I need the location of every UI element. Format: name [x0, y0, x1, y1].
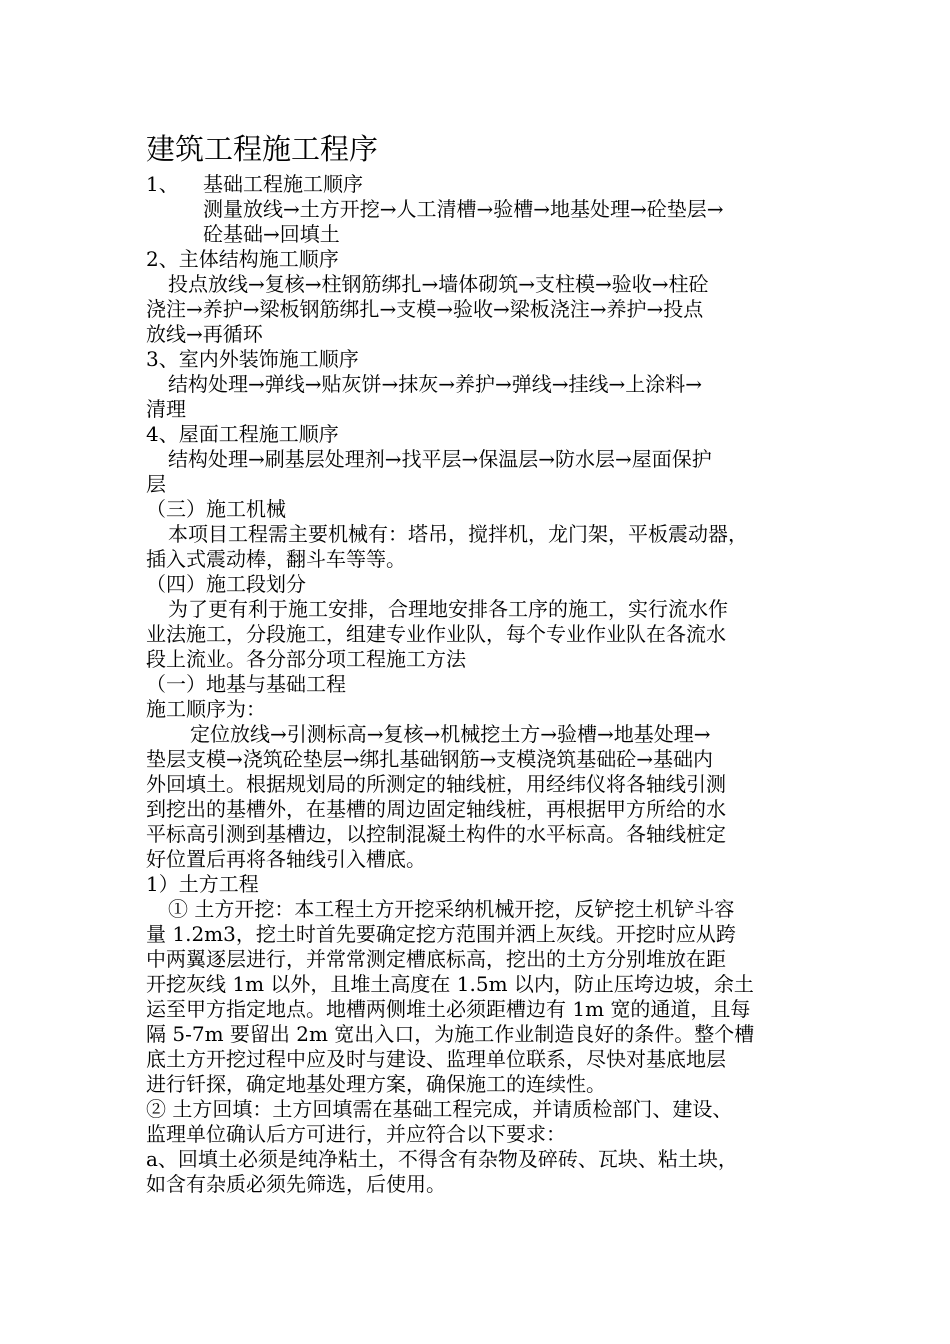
section-1-title: 基础工程施工顺序: [203, 172, 363, 196]
paragraph-line: 业法施工，分段施工，组建专业作业队，每个专业作业队在各流水: [146, 622, 726, 646]
paragraph-line: 插入式震动棒，翻斗车等等。: [146, 547, 406, 571]
paragraph-line: 层: [146, 472, 166, 496]
paragraph-line: 中两翼逐层进行，并常常测定槽底标高，挖出的土方分别堆放在距: [146, 947, 726, 971]
paragraph-line: 浇注→养护→梁板钢筋绑扎→支模→验收→梁板浇注→养护→投点: [146, 297, 704, 321]
paragraph-line: 进行钎探，确定地基处理方案，确保施工的连续性。: [146, 1072, 606, 1096]
paragraph-line: 清理: [146, 397, 186, 421]
paragraph-line: 好位置后再将各轴线引入槽底。: [146, 847, 426, 871]
paragraph-line: ① 土方开挖：本工程土方开挖采纳机械开挖，反铲挖土机铲斗容: [168, 897, 735, 921]
paragraph-line: 到挖出的基槽外，在基槽的周边固定轴线桩，再根据甲方所给的水: [146, 797, 726, 821]
section-1-heading: [146, 172, 810, 197]
paragraph-line: 外回填土。根据规划局的所测定的轴线桩，用经纬仪将各轴线引测: [146, 772, 726, 796]
paragraph-line: 监理单位确认后方可进行，并应符合以下要求：: [146, 1122, 566, 1146]
paragraph-line: 平标高引测到基槽边，以控制混凝土构件的水平标高。各轴线桩定: [146, 822, 726, 846]
segments-heading: （四）施工段划分: [146, 572, 306, 596]
paragraph-line: 开挖灰线 1m 以外，且堆土高度在 1.5m 以内，防止压垮边坡，余土: [146, 972, 754, 996]
paragraph-line: 运至甲方指定地点。地槽两侧堆土必须距槽边有 1m 宽的通道，且每: [146, 997, 751, 1021]
paragraph-line: 定位放线→引测标高→复核→机械挖土方→验槽→地基处理→: [190, 722, 711, 746]
order-label: 施工顺序为：: [146, 697, 266, 721]
paragraph-line: 结构处理→弹线→贴灰饼→抹灰→养护→弹线→挂线→上涂料→: [168, 372, 703, 396]
paragraph-line: 测量放线→土方开挖→人工清槽→验槽→地基处理→砼垫层→: [203, 197, 724, 221]
paragraph-line: 结构处理→刷基层处理剂→找平层→保温层→防水层→屋面保护: [168, 447, 712, 471]
paragraph-line: 砼基础→回填土: [203, 222, 340, 246]
paragraph-line: 隔 5-7m 要留出 2m 宽出入口，为施工作业制造良好的条件。整个槽: [146, 1022, 755, 1046]
paragraph-line: 量 1.2m3，挖土时首先要确定挖方范围并洒上灰线。开挖时应从跨: [146, 922, 736, 946]
paragraph-line: 底土方开挖过程中应及时与建设、监理单位联系，尽快对基底地层: [146, 1047, 726, 1071]
section-4-heading: 4、屋面工程施工顺序: [146, 422, 339, 446]
machinery-heading: （三）施工机械: [146, 497, 286, 521]
document-body: [146, 172, 810, 1197]
section-2-heading: 2、主体结构施工顺序: [146, 247, 339, 271]
paragraph-line: 垫层支模→浇筑砼垫层→绑扎基础钢筋→支模浇筑基础砼→基础内: [146, 747, 714, 771]
paragraph-line: 为了更有利于施工安排，合理地安排各工序的施工，实行流水作: [168, 597, 728, 621]
paragraph-line: 本项目工程需主要机械有：塔吊，搅拌机，龙门架，平板震动器，: [168, 522, 748, 546]
section-1-number: 1、: [146, 172, 179, 196]
paragraph-line: ② 土方回填：土方回填需在基础工程完成，并请质检部门、建设、: [146, 1097, 733, 1121]
foundation-heading: （一）地基与基础工程: [146, 672, 346, 696]
earthwork-heading: 1）土方工程: [146, 872, 259, 896]
section-3-heading: 3、室内外装饰施工顺序: [146, 347, 359, 371]
paragraph-line: a、回填土必须是纯净粘土，不得含有杂物及碎砖、瓦块、粘土块，: [146, 1147, 738, 1171]
document-title: 建筑工程施工程序: [146, 132, 379, 166]
paragraph-line: 如含有杂质必须先筛选，后使用。: [146, 1172, 446, 1196]
paragraph-line: 段上流业。各分部分项工程施工方法: [146, 647, 466, 671]
paragraph-line: 投点放线→复核→柱钢筋绑扎→墙体砌筑→支柱模→验收→柱砼: [168, 272, 709, 296]
paragraph-line: 放线→再循环: [146, 322, 263, 346]
